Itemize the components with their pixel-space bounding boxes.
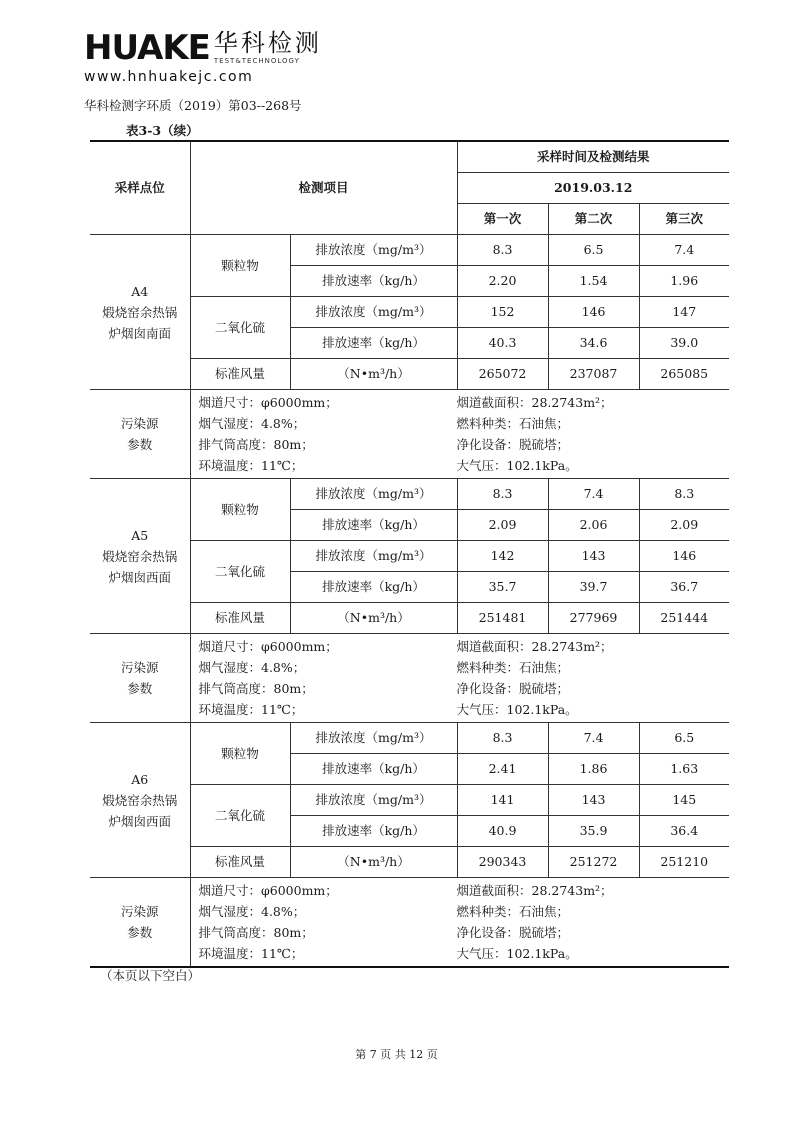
flow-unit: （N•m³/h）: [290, 603, 457, 634]
flow-value: 265072: [457, 359, 548, 390]
source-params-row: [90, 878, 729, 968]
source-param: 排气筒高度：80m；: [198, 681, 314, 696]
flow-unit: （N•m³/h）: [290, 847, 457, 878]
pm-rate-value: 2.41: [457, 754, 548, 785]
pollutant-so2: 二氧化硫: [190, 297, 290, 359]
flow-unit: （N•m³/h）: [290, 359, 457, 390]
pm-concentration-value: 6.5: [639, 723, 729, 754]
pm-rate-value: 1.54: [548, 266, 639, 297]
source-label-line2: 参数: [127, 925, 153, 940]
logo-tagline: TEST&TECHNOLOGY: [213, 57, 300, 65]
pm-concentration-value: 8.3: [457, 479, 548, 510]
source-label-line1: 污染源: [120, 660, 159, 675]
col-header-group: 采样时间及检测结果: [457, 141, 729, 173]
source-params-label: [90, 390, 190, 479]
source-param: 烟道截面积：28.2743m²；: [456, 395, 613, 410]
source-param: 大气压：102.1kPa。: [456, 458, 578, 473]
metric-rate: 排放速率（kg/h）: [290, 754, 457, 785]
so2-concentration-value: 146: [548, 297, 639, 328]
so2-concentration-value: 142: [457, 541, 548, 572]
so2-rate-value: 40.9: [457, 816, 548, 847]
source-param: 燃料种类：石油焦；: [456, 660, 570, 675]
so2-concentration-value: 143: [548, 785, 639, 816]
col-header-location: 采样点位: [90, 141, 190, 235]
so2-concentration-value: 147: [639, 297, 729, 328]
location-desc-line1: 煅烧窑余热锅: [102, 792, 178, 808]
col-header-item: 检测项目: [190, 141, 457, 235]
location-desc-line2: 炉烟囱西面: [108, 569, 171, 585]
so2-concentration-value: 141: [457, 785, 548, 816]
source-param: 排气筒高度：80m；: [198, 925, 314, 940]
pm-concentration-value: 8.3: [457, 235, 548, 266]
sampling-location: [90, 723, 190, 878]
metric-concentration: 排放浓度（mg/m³）: [290, 479, 457, 510]
source-params: [190, 878, 729, 968]
source-label-line2: 参数: [127, 437, 153, 452]
metric-rate: 排放速率（kg/h）: [290, 816, 457, 847]
pm-rate-value: 2.06: [548, 510, 639, 541]
so2-rate-value: 36.7: [639, 572, 729, 603]
pm-rate-value: 2.20: [457, 266, 548, 297]
source-param: 烟道截面积：28.2743m²；: [456, 883, 613, 898]
so2-concentration-value: 146: [639, 541, 729, 572]
source-params: [190, 390, 729, 479]
pm-rate-value: 1.86: [548, 754, 639, 785]
pm-concentration-value: 6.5: [548, 235, 639, 266]
location-code: A6: [131, 771, 149, 787]
so2-rate-value: 39.0: [639, 328, 729, 359]
sampling-location: [90, 235, 190, 390]
so2-concentration-value: 145: [639, 785, 729, 816]
pollutant-so2: 二氧化硫: [190, 785, 290, 847]
flow-value: 251272: [548, 847, 639, 878]
pm-concentration-value: 8.3: [457, 723, 548, 754]
pm-concentration-value: 8.3: [639, 479, 729, 510]
source-param: 大气压：102.1kPa。: [456, 702, 578, 717]
so2-rate-value: 35.7: [457, 572, 548, 603]
location-desc-line1: 煅烧窑余热锅: [102, 548, 178, 564]
source-param: 环境温度：11℃；: [198, 946, 304, 961]
source-label-line1: 污染源: [120, 904, 159, 919]
source-param: 烟气湿度：4.8%；: [198, 416, 306, 431]
flow-label: 标准风量: [190, 847, 290, 878]
flow-label: 标准风量: [190, 359, 290, 390]
metric-rate: 排放速率（kg/h）: [290, 266, 457, 297]
header-row: [90, 141, 729, 173]
pollutant-particulate: 颗粒物: [190, 479, 290, 541]
flow-value: 277969: [548, 603, 639, 634]
metric-concentration: 排放浓度（mg/m³）: [290, 785, 457, 816]
so2-rate-value: 40.3: [457, 328, 548, 359]
flow-value: 251210: [639, 847, 729, 878]
col-header-run-3: 第三次: [639, 204, 729, 235]
pollutant-particulate: 颗粒物: [190, 723, 290, 785]
flow-value: 265085: [639, 359, 729, 390]
so2-concentration-value: 143: [548, 541, 639, 572]
location-code: A4: [131, 283, 149, 299]
source-param: 烟气湿度：4.8%；: [198, 660, 306, 675]
metric-concentration: 排放浓度（mg/m³）: [290, 297, 457, 328]
metric-concentration: 排放浓度（mg/m³）: [290, 235, 457, 266]
source-params-row: [90, 390, 729, 479]
col-header-date: 2019.03.12: [457, 173, 729, 204]
pm-rate-value: 2.09: [639, 510, 729, 541]
page-number: 第 7 页 共 12 页: [355, 1048, 438, 1061]
location-code: A5: [131, 527, 149, 543]
flow-value: 290343: [457, 847, 548, 878]
source-param: 大气压：102.1kPa。: [456, 946, 578, 961]
so2-rate-value: 39.7: [548, 572, 639, 603]
source-param: 烟道尺寸：φ6000mm；: [198, 639, 338, 654]
table-title: 表3-3（续）: [126, 123, 199, 138]
pollutant-particulate: 颗粒物: [190, 235, 290, 297]
pm-rate-value: 1.63: [639, 754, 729, 785]
source-param: 烟气湿度：4.8%；: [198, 904, 306, 919]
table-row: [90, 723, 729, 754]
table-row: [90, 235, 729, 266]
source-params-row: [90, 634, 729, 723]
col-header-run-2: 第二次: [548, 204, 639, 235]
source-label-line2: 参数: [127, 681, 153, 696]
so2-concentration-value: 152: [457, 297, 548, 328]
source-param: 排气筒高度：80m；: [198, 437, 314, 452]
metric-rate: 排放速率（kg/h）: [290, 510, 457, 541]
source-param: 烟道尺寸：φ6000mm；: [198, 883, 338, 898]
pm-concentration-value: 7.4: [548, 723, 639, 754]
company-url: www.hnhuakejc.com: [84, 69, 254, 85]
source-params-label: [90, 878, 190, 968]
source-param: 环境温度：11℃；: [198, 702, 304, 717]
pm-rate-value: 2.09: [457, 510, 548, 541]
flow-label: 标准风量: [190, 603, 290, 634]
sampling-location: [90, 479, 190, 634]
location-desc-line1: 煅烧窑余热锅: [102, 304, 178, 320]
metric-rate: 排放速率（kg/h）: [290, 328, 457, 359]
source-param: 净化设备：脱硫塔；: [456, 437, 570, 452]
source-param: 燃料种类：石油焦；: [456, 416, 570, 431]
logo-mark: HUAKE: [84, 28, 210, 68]
pm-concentration-value: 7.4: [639, 235, 729, 266]
location-desc-line2: 炉烟囱西面: [108, 813, 171, 829]
logo-company-name: 华科检测: [213, 29, 322, 57]
so2-rate-value: 34.6: [548, 328, 639, 359]
source-params-label: [90, 634, 190, 723]
flow-value: 251481: [457, 603, 548, 634]
source-param: 环境温度：11℃；: [198, 458, 304, 473]
pollutant-so2: 二氧化硫: [190, 541, 290, 603]
source-param: 烟道截面积：28.2743m²；: [456, 639, 613, 654]
table-row: [90, 479, 729, 510]
results-table: [90, 140, 729, 968]
source-param: 燃料种类：石油焦；: [456, 904, 570, 919]
source-params: [190, 634, 729, 723]
metric-concentration: 排放浓度（mg/m³）: [290, 541, 457, 572]
metric-rate: 排放速率（kg/h）: [290, 572, 457, 603]
company-logo: [84, 30, 322, 85]
source-param: 净化设备：脱硫塔；: [456, 681, 570, 696]
source-param: 净化设备：脱硫塔；: [456, 925, 570, 940]
flow-value: 251444: [639, 603, 729, 634]
pm-concentration-value: 7.4: [548, 479, 639, 510]
source-label-line1: 污染源: [120, 416, 159, 431]
col-header-run-1: 第一次: [457, 204, 548, 235]
source-param: 烟道尺寸：φ6000mm；: [198, 395, 338, 410]
so2-rate-value: 36.4: [639, 816, 729, 847]
location-desc-line2: 炉烟囱南面: [108, 325, 171, 341]
flow-value: 237087: [548, 359, 639, 390]
document-number: 华科检测字环质（2019）第03--268号: [84, 98, 302, 113]
blank-below-note: （本页以下空白）: [100, 968, 201, 983]
so2-rate-value: 35.9: [548, 816, 639, 847]
metric-concentration: 排放浓度（mg/m³）: [290, 723, 457, 754]
pm-rate-value: 1.96: [639, 266, 729, 297]
